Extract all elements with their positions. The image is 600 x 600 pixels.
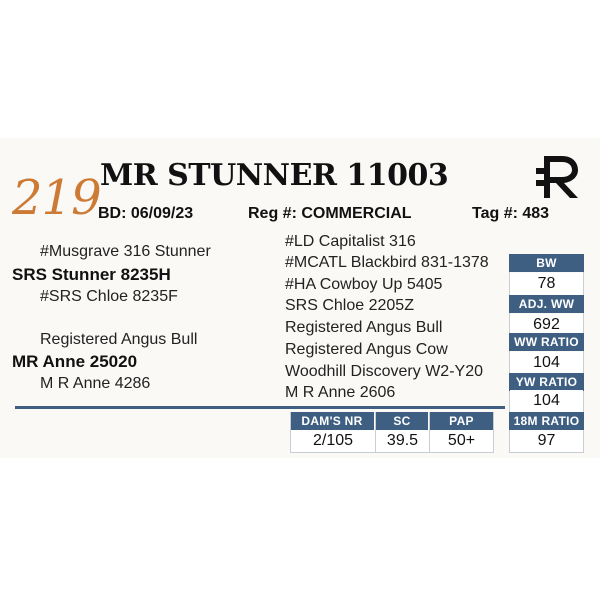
- r-brand-logo-icon: [532, 152, 588, 200]
- pedigree-extended-item: M R Anne 2606: [285, 384, 396, 401]
- birth-date: BD: 06/09/23: [98, 205, 194, 222]
- stat-header-adj-ww: ADJ. WW: [509, 295, 584, 313]
- pedigree-extended-item: #HA Cowboy Up 5405: [285, 276, 443, 293]
- registration: Reg #: COMMERCIAL: [248, 205, 412, 222]
- divider-bar: [15, 406, 505, 409]
- stat-value-pap: 50+: [430, 430, 493, 452]
- stat-header-pap: PAP: [430, 412, 493, 430]
- sire-dam: #SRS Chloe 8235F: [40, 288, 178, 305]
- stat-header-18m-ratio: 18M RATIO: [509, 412, 584, 430]
- pedigree-extended-item: #LD Capitalist 316: [285, 233, 416, 250]
- stat-value-bw: 78: [510, 273, 583, 295]
- lot-number: 219: [12, 170, 101, 226]
- pedigree-extended-item: Registered Angus Cow: [285, 341, 448, 358]
- pedigree-extended-item: Registered Angus Bull: [285, 319, 443, 336]
- stat-value-18m-ratio: 97: [510, 430, 583, 452]
- stat-header-bw: BW: [509, 254, 584, 272]
- stat-header-ww-ratio: WW RATIO: [509, 333, 584, 351]
- stat-header-yw-ratio: YW RATIO: [509, 373, 584, 391]
- dam-dam: M R Anne 4286: [40, 375, 151, 392]
- stat-value-adj-ww: 692: [510, 314, 583, 336]
- tag-number: Tag #: 483: [472, 205, 550, 222]
- sire: SRS Stunner 8235H: [12, 265, 171, 284]
- pedigree-extended-item: #MCATL Blackbird 831-1378: [285, 254, 489, 271]
- animal-name: MR STUNNER 11003: [100, 158, 449, 193]
- stat-value-dams-nr: 2/105: [291, 430, 375, 452]
- bottom-border-line: [290, 452, 494, 453]
- pedigree-extended-item: SRS Chloe 2205Z: [285, 297, 414, 314]
- dam: MR Anne 25020: [12, 352, 138, 371]
- stat-value-ww-ratio: 104: [510, 352, 583, 374]
- stat-header-dams-nr: DAM'S NR: [290, 412, 374, 430]
- stat-value-sc: 39.5: [376, 430, 429, 452]
- bottom-border: [493, 412, 494, 452]
- stat-header-sc: SC: [376, 412, 428, 430]
- dam-sire: Registered Angus Bull: [40, 331, 198, 348]
- stats-border-bottom: [509, 452, 584, 453]
- pedigree-extended-item: Woodhill Discovery W2-Y20: [285, 363, 483, 380]
- sire-sire: #Musgrave 316 Stunner: [40, 243, 211, 260]
- stat-value-yw-ratio: 104: [510, 390, 583, 412]
